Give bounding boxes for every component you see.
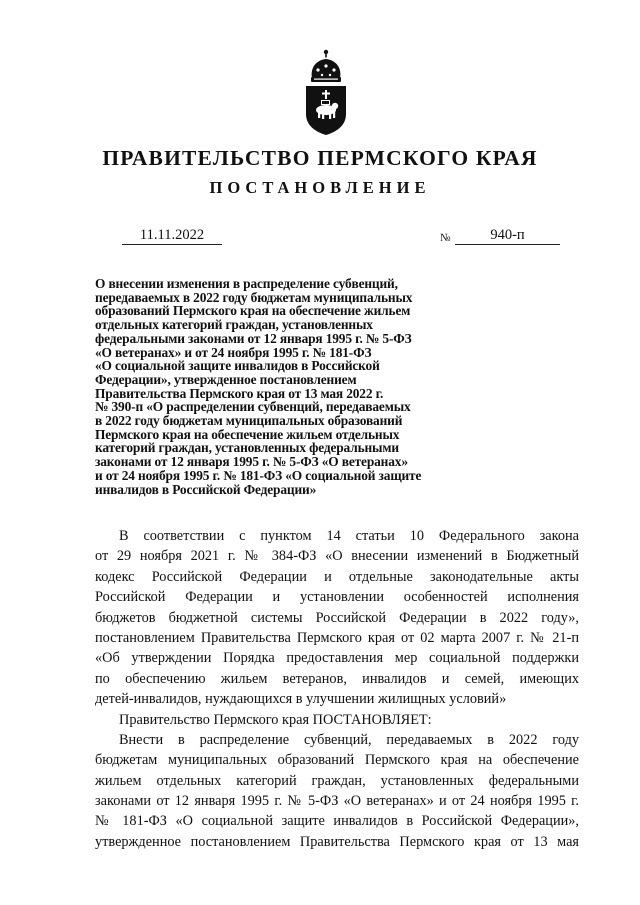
body-line: от 29 ноября 2021 г. № 384-ФЗ «О внесении изменений в Бюджетный <box>95 548 579 565</box>
document-date: 11.11.2022 <box>122 226 222 245</box>
subject-line: и от 24 ноября 1995 г. № 181-ФЗ «О социальной защите <box>95 467 422 483</box>
body-line: бюджетам муниципальных образований Пермского края на обеспечение <box>95 752 579 769</box>
subject-line: Пермского края на обеспечение жильем отдельных <box>95 426 400 442</box>
number-sign: № <box>440 232 451 244</box>
body-line: «Об утверждении Порядка предоставления мер социальной поддержки <box>95 650 579 667</box>
subject-line: в 2022 году бюджетам муниципальных образований <box>95 413 403 429</box>
subject-line: Правительства Пермского края от 13 мая 2022 г. <box>95 385 384 401</box>
subject-line: инвалидов в Российской Федерации» <box>95 481 317 497</box>
body-line: утвержденное постановлением Правительства Пермского края от 13 мая <box>95 833 579 850</box>
government-title: ПРАВИТЕЛЬСТВО ПЕРМСКОГО КРАЯ <box>102 146 538 170</box>
body-line: кодекс Российской Федерации и отдельные законодательные акты <box>95 568 579 585</box>
body-line: постановлением Правительства Пермского края от 02 марта 2007 г. № 21-п <box>95 629 579 646</box>
body-line: детей-инвалидов, нуждающихся в улучшении жилищных условий» <box>95 691 507 708</box>
document-body <box>95 526 579 852</box>
perm-krai-coat-of-arms-icon <box>302 48 350 136</box>
subject-line: «О социальной защите инвалидов в Российской <box>95 358 380 374</box>
body-line: Российской Федерации и установлении особенностей исполнения <box>95 589 579 606</box>
body-line: по обеспечению жильем ветеранов, инвалидов и семей, имеющих <box>95 670 579 687</box>
subject-line: образований Пермского края на обеспечение жильем <box>95 303 411 319</box>
body-line: жильем отдельных категорий граждан, установленных федеральными <box>95 772 579 789</box>
subject-line: отдельных категорий граждан, установленных <box>95 317 373 333</box>
body-line: № 181-ФЗ «О социальной защите инвалидов в Российской Федерации», <box>95 813 579 830</box>
subject-line: федеральными законами от 12 января 1995 г. № 5-ФЗ <box>95 330 412 346</box>
body-line: законами от 12 января 1995 г. № 5-ФЗ «О ветеранах» и от 24 ноября 1995 г. <box>95 793 579 810</box>
subject-line: № 390-п «О распределении субвенций, передаваемых <box>95 399 411 415</box>
body-line: Внести в распределение субвенций, передаваемых в 2022 году <box>119 731 579 748</box>
subject-line: передаваемых в 2022 году бюджетам муниципальных <box>95 289 413 305</box>
subject-line: законами от 12 января 1995 г. № 5-ФЗ «О ветеранах» <box>95 454 408 470</box>
document-type: ПОСТАНОВЛЕНИЕ <box>209 178 431 197</box>
subject-line: «О ветеранах» и от 24 ноября 1995 г. № 181-ФЗ <box>95 344 372 360</box>
body-line: Правительство Пермского края ПОСТАНОВЛЯЕТ: <box>119 711 432 728</box>
subject-line: категорий граждан, установленных федеральными <box>95 440 399 456</box>
subject-line: О внесении изменения в распределение субвенций, <box>95 276 398 291</box>
body-line: В соответствии с пунктом 14 статьи 10 Федерального закона <box>119 528 579 544</box>
body-line: бюджетов бюджетной системы Российской Федерации в 2022 году», <box>95 609 579 626</box>
subject-line: Федерации», утвержденное постановлением <box>95 371 357 387</box>
document-subject <box>95 277 495 496</box>
document-number: 940-п <box>455 226 560 245</box>
